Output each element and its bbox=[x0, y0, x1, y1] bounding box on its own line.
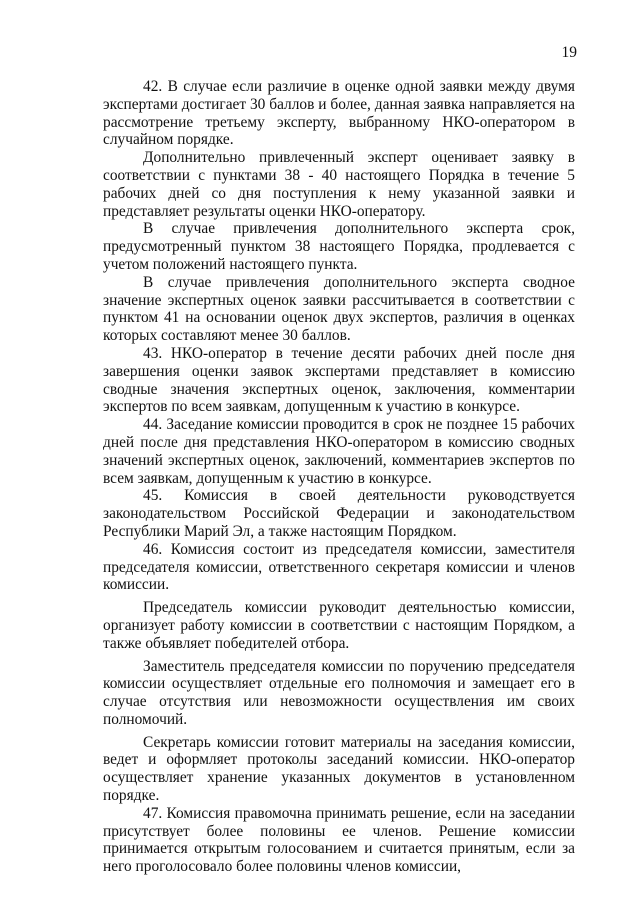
paragraph-43: 43. НКО-оператор в течение десяти рабочих дней после дня завершения оценки заявок экспертами представляет в комиссию сводные значения экспертных оценок, заключения, комментарии экспертов по всем заявкам, допущенным к участию в конкурсе. bbox=[103, 344, 575, 416]
page-number: 19 bbox=[561, 44, 577, 61]
paragraph-46: 46. Комиссия состоит из председателя комиссии, заместителя председателя комиссии, ответственного секретаря комиссии и членов комиссии. bbox=[103, 540, 575, 594]
paragraph-44: 44. Заседание комиссии проводится в срок не позднее 15 рабочих дней после дня представления НКО-оператором в комиссию сводных значений экспертных оценок, заключений, комментариев экспертов по всем заявкам, допущенным к участию в конкурсе. bbox=[103, 416, 575, 487]
paragraph-secretary-duties: Секретарь комиссии готовит материалы на заседания комиссии, ведет и оформляет протоколы заседаний комиссии. НКО-оператор осуществляет хранение указанных документов в установленном порядке. bbox=[103, 733, 575, 805]
paragraph-47: 47. Комиссия правомочна принимать решение, если на заседании присутствует более половины ее членов. Решение комиссии принимается открытым голосованием и считается принятым, если за него проголосовало более половины членов комиссии, bbox=[103, 804, 575, 876]
document-body bbox=[103, 78, 575, 876]
paragraph-deadline-extension: В случае привлечения дополнительного эксперта срок, предусмотренный пунктом 38 настоящего Порядка, продлевается с учетом положений настоящего пункта. bbox=[103, 220, 575, 273]
paragraph-additional-expert-evaluation: Дополнительно привлеченный эксперт оценивает заявку в соответствии с пунктами 38 - 40 настоящего Порядка в течение 5 рабочих дней со дня поступления к нему указанной заявки и представляет результаты оценки НКО-оператору. bbox=[103, 149, 575, 220]
paragraph-45: 45. Комиссия в своей деятельности руководствуется законодательством Российской Федерации и законодательством Республики Марий Эл, а также настоящим Порядком. bbox=[103, 487, 575, 540]
paragraph-deputy-chairman-duties: Заместитель председателя комиссии по поручению председателя комиссии осуществляет отдельные его полномочия и замещает его в случае отсутствия или невозможности осуществления им своих полномочий. bbox=[103, 657, 575, 728]
paragraph-42: 42. В случае если различие в оценке одной заявки между двумя экспертами достигает 30 баллов и более, данная заявка направляется на рассмотрение третьему эксперту, выбранному НКО-оператором в случайном порядке. bbox=[103, 78, 575, 149]
paragraph-chairman-duties: Председатель комиссии руководит деятельностью комиссии, организует работу комиссии в соответствии с настоящим Порядком, а также объявляет победителей отбора. bbox=[103, 599, 575, 652]
paragraph-summary-score: В случае привлечения дополнительного эксперта сводное значение экспертных оценок заявки рассчитывается в соответствии с пунктом 41 на основании оценок двух экспертов, различия в оценках которых составляют менее 30 баллов. bbox=[103, 273, 575, 345]
